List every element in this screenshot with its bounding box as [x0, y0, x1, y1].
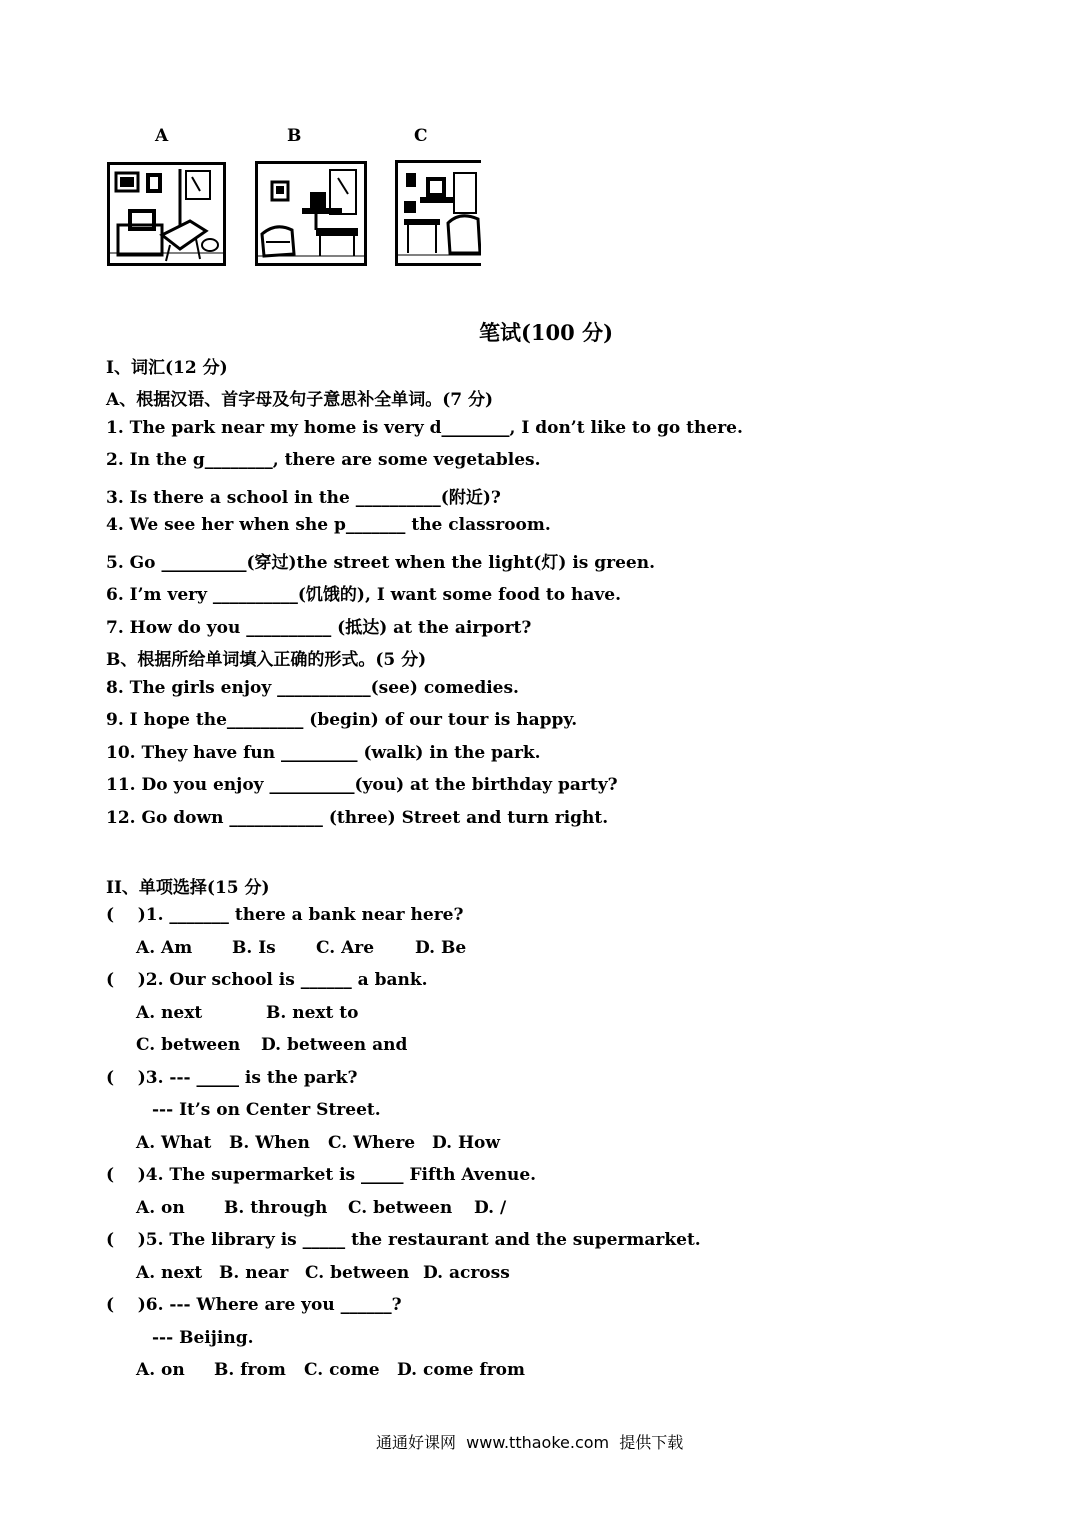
choice-question-1: ( )1. _______ there a bank near here?	[106, 905, 464, 925]
room-picture-c	[395, 160, 481, 266]
q1-option-c: C. Are	[316, 938, 375, 958]
choice-question-5: ( )5. The library is _____ the restaurant and the supermarket.	[106, 1230, 701, 1250]
q5-option-c: C. between	[305, 1263, 410, 1283]
room-picture-a	[107, 162, 226, 266]
form-item-8: 8. The girls enjoy ___________(see) comedies.	[106, 678, 519, 698]
q1-option-a: A. Am	[136, 938, 193, 958]
q3-option-d: D. How	[432, 1133, 501, 1153]
q6-option-d: D. come from	[397, 1360, 525, 1380]
q6-option-a: A. on	[136, 1360, 185, 1380]
picture-label-b: B	[287, 126, 302, 146]
q1-option-b: B. Is	[232, 938, 276, 958]
q3-option-a: A. What	[136, 1133, 212, 1153]
q3-option-b: B. When	[229, 1133, 310, 1153]
footer-credit: 通通好课网 www.tthaoke.com 提供下载	[376, 1433, 684, 1452]
q6-option-c: C. come	[304, 1360, 380, 1380]
q2-option-a: A. next	[136, 1003, 203, 1023]
form-item-12: 12. Go down ___________ (three) Street and turn right.	[106, 808, 609, 828]
vocab-item-3: 3. Is there a school in the __________(附近)?	[106, 488, 501, 508]
vocab-item-2: 2. In the g________, there are some vegetables.	[106, 450, 541, 470]
q4-option-d: D. /	[474, 1198, 507, 1218]
vocab-item-4: 4. We see her when she p_______ the classroom.	[106, 515, 551, 535]
vocab-item-5: 5. Go __________(穿过)the street when the light(灯) is green.	[106, 553, 656, 573]
section-2-heading: II、单项选择(15 分)	[106, 878, 270, 898]
form-item-9: 9. I hope the_________ (begin) of our tour is happy.	[106, 710, 578, 730]
q4-option-c: C. between	[348, 1198, 453, 1218]
vocab-item-1: 1. The park near my home is very d________, I don’t like to go there.	[106, 418, 743, 438]
q4-option-a: A. on	[136, 1198, 185, 1218]
room-illustration-c	[398, 163, 481, 263]
vocab-item-6: 6. I’m very __________(饥饿的), I want some food to have.	[106, 585, 621, 605]
exam-title: 笔试(100 分)	[479, 320, 614, 345]
q5-option-d: D. across	[423, 1263, 510, 1283]
part-b-heading: B、根据所给单词填入正确的形式。(5 分)	[106, 650, 427, 670]
q5-option-b: B. near	[219, 1263, 289, 1283]
form-item-11: 11. Do you enjoy __________(you) at the birthday party?	[106, 775, 618, 795]
part-a-heading: A、根据汉语、首字母及句子意思补全单词。(7 分)	[106, 390, 494, 410]
q6-option-b: B. from	[214, 1360, 286, 1380]
vocab-item-7: 7. How do you __________ (抵达) at the airport?	[106, 618, 532, 638]
picture-label-c: C	[414, 126, 428, 146]
q3-option-c: C. Where	[328, 1133, 416, 1153]
choice-question-2: ( )2. Our school is ______ a bank.	[106, 970, 428, 990]
room-picture-b	[255, 161, 367, 266]
room-illustration-b	[258, 164, 364, 263]
choice-question-3: ( )3. --- _____ is the park?	[106, 1068, 358, 1088]
form-item-10: 10. They have fun _________ (walk) in the park.	[106, 743, 541, 763]
q1-option-d: D. Be	[415, 938, 467, 958]
q2-option-c: C. between	[136, 1035, 241, 1055]
section-1-heading: I、词汇(12 分)	[106, 358, 228, 378]
picture-label-a: A	[155, 126, 169, 146]
choice-question-6: ( )6. --- Where are you ______?	[106, 1295, 402, 1315]
choice-question-4: ( )4. The supermarket is _____ Fifth Avenue.	[106, 1165, 537, 1185]
q2-option-d: D. between and	[261, 1035, 408, 1055]
q3-reply: --- It’s on Center Street.	[152, 1100, 381, 1120]
q6-reply: --- Beijing.	[152, 1328, 254, 1348]
room-illustration-a	[110, 165, 223, 263]
q2-option-b: B. next to	[266, 1003, 359, 1023]
q4-option-b: B. through	[224, 1198, 328, 1218]
q5-option-a: A. next	[136, 1263, 203, 1283]
